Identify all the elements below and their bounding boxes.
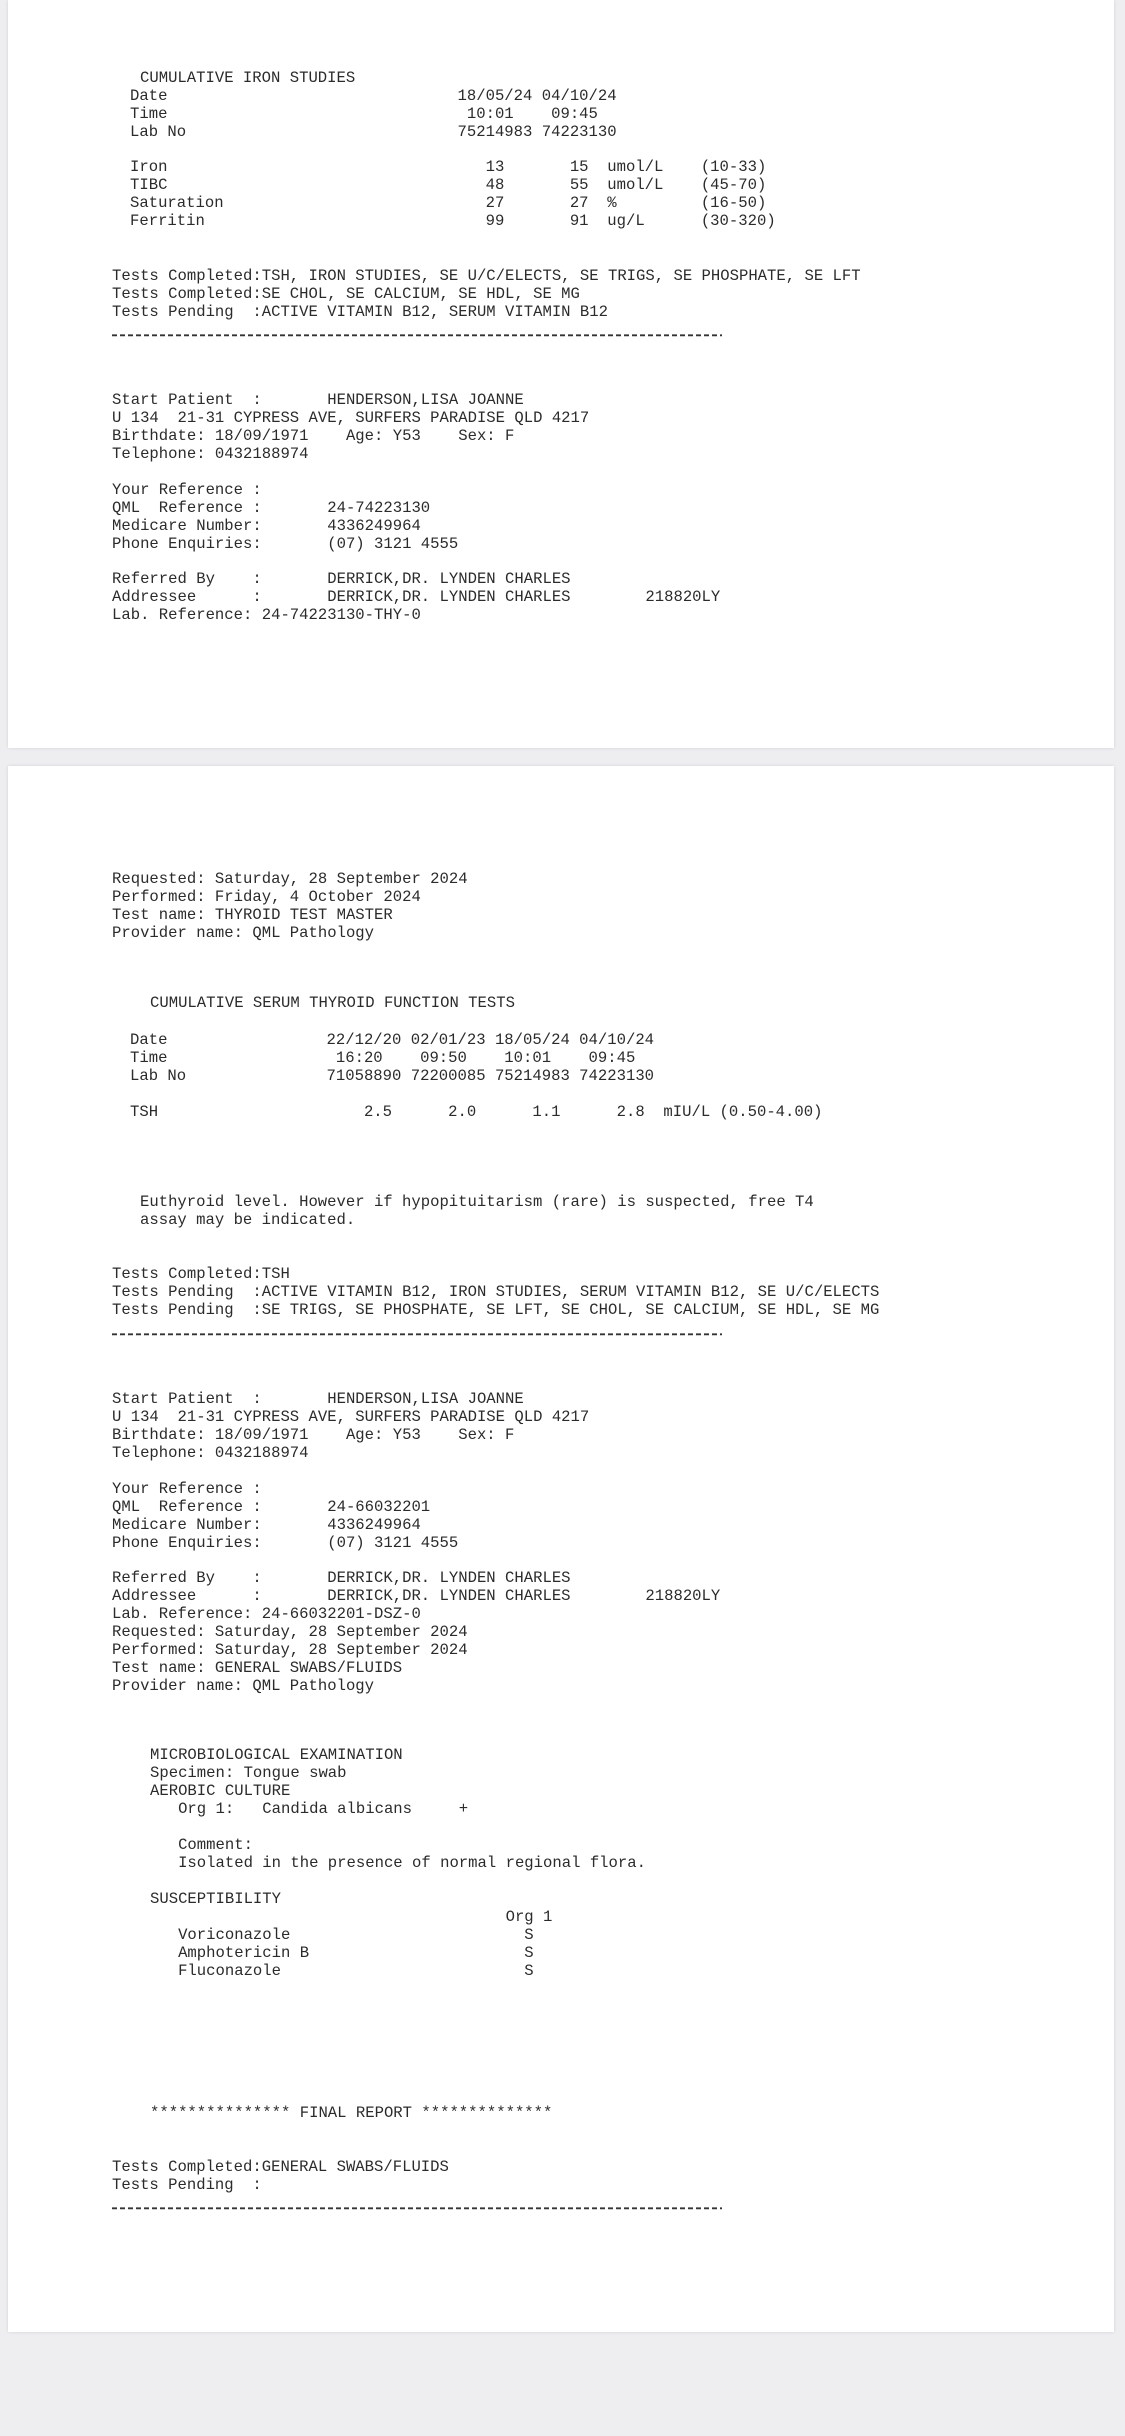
patient-line: Medicare Number: 4336249964 [112,1516,421,1534]
tests-status-line: Tests Pending :ACTIVE VITAMIN B12, IRON STUDIES, SERUM VITAMIN B12, SE U/C/ELECTS [112,1283,880,1301]
patient-line: Birthdate: 18/09/1971 Age: Y53 Sex: F [112,427,515,445]
patient-line: Addressee : DERRICK,DR. LYNDEN CHARLES 218820LY [112,1587,721,1605]
iron-studies-title: CUMULATIVE IRON STUDIES [140,69,356,87]
patient-line: Telephone: 0432188974 [112,445,309,463]
tests-status-line: Tests Completed:TSH, IRON STUDIES, SE U/C/ELECTS, SE TRIGS, SE PHOSPHATE, SE LFT [112,267,861,285]
micro-line: Org 1: Candida albicans + [150,1800,469,1818]
tilde-separator [112,332,722,338]
final-report-banner: *************** FINAL REPORT ************** [150,2104,553,2122]
patient-line: Telephone: 0432188974 [112,1444,309,1462]
report-page-1 [8,0,1114,748]
micro-line: Voriconazole S [150,1926,534,1944]
request-line: Requested: Saturday, 28 September 2024 [112,870,468,888]
patient-line: Your Reference : [112,1480,262,1498]
thyroid-table-row: Time 16:20 09:50 10:01 09:45 [130,1049,636,1067]
request-line: Test name: THYROID TEST MASTER [112,906,393,924]
patient-line: Medicare Number: 4336249964 [112,517,421,535]
patient-line: QML Reference : 24-66032201 [112,1498,431,1516]
thyroid-table-row: Date 22/12/20 02/01/23 18/05/24 04/10/24 [130,1031,655,1049]
thyroid-title: CUMULATIVE SERUM THYROID FUNCTION TESTS [150,994,515,1012]
tests-status-line: Tests Completed:SE CHOL, SE CALCIUM, SE HDL, SE MG [112,285,580,303]
tilde-separator [112,2205,722,2211]
patient-line: Test name: GENERAL SWABS/FLUIDS [112,1659,403,1677]
micro-line: Isolated in the presence of normal regional flora. [150,1854,646,1872]
tests-status-line: Tests Pending :SE TRIGS, SE PHOSPHATE, SE LFT, SE CHOL, SE CALCIUM, SE HDL, SE MG [112,1301,880,1319]
patient-line: Your Reference : [112,481,262,499]
patient-line: Addressee : DERRICK,DR. LYNDEN CHARLES 218820LY [112,588,721,606]
tests-status-line: Tests Pending : [112,2176,262,2194]
patient-line: Phone Enquiries: (07) 3121 4555 [112,535,459,553]
iron-table-row: TIBC 48 55 umol/L (45-70) [130,176,767,194]
request-line: Performed: Friday, 4 October 2024 [112,888,421,906]
patient-line: Birthdate: 18/09/1971 Age: Y53 Sex: F [112,1426,515,1444]
patient-line: Phone Enquiries: (07) 3121 4555 [112,1534,459,1552]
patient-line: Start Patient : HENDERSON,LISA JOANNE [112,1390,524,1408]
patient-line: Lab. Reference: 24-74223130-THY-0 [112,606,421,624]
micro-line: Amphotericin B S [150,1944,534,1962]
comment-line: assay may be indicated. [140,1211,356,1229]
iron-table-row: Ferritin 99 91 ug/L (30-320) [130,212,776,230]
patient-line: Requested: Saturday, 28 September 2024 [112,1623,468,1641]
iron-table-row: Lab No 75214983 74223130 [130,123,617,141]
micro-line: Specimen: Tongue swab [150,1764,347,1782]
patient-line: Referred By : DERRICK,DR. LYNDEN CHARLES [112,1569,571,1587]
micro-line: Fluconazole S [150,1962,534,1980]
iron-table-row: Iron 13 15 umol/L (10-33) [130,158,767,176]
report-page-2 [8,766,1114,2332]
thyroid-table-row: Lab No 71058890 72200085 75214983 74223130 [130,1067,655,1085]
iron-table-row: Date 18/05/24 04/10/24 [130,87,617,105]
micro-line: Org 1 [150,1908,553,1926]
comment-line: Euthyroid level. However if hypopituitarism (rare) is suspected, free T4 [140,1193,814,1211]
thyroid-table-row: TSH 2.5 2.0 1.1 2.8 mIU/L (0.50-4.00) [130,1103,823,1121]
tests-status-line: Tests Completed:GENERAL SWABS/FLUIDS [112,2158,449,2176]
tilde-separator [112,1331,722,1337]
patient-line: Lab. Reference: 24-66032201-DSZ-0 [112,1605,421,1623]
iron-table-row: Saturation 27 27 % (16-50) [130,194,767,212]
patient-line: Start Patient : HENDERSON,LISA JOANNE [112,391,524,409]
tests-status-line: Tests Completed:TSH [112,1265,290,1283]
patient-line: U 134 21-31 CYPRESS AVE, SURFERS PARADISE QLD 4217 [112,409,590,427]
iron-table-row: Time 10:01 09:45 [130,105,598,123]
patient-line: Performed: Saturday, 28 September 2024 [112,1641,468,1659]
patient-line: U 134 21-31 CYPRESS AVE, SURFERS PARADISE QLD 4217 [112,1408,590,1426]
micro-line: AEROBIC CULTURE [150,1782,291,1800]
micro-line: Comment: [150,1836,253,1854]
micro-line: MICROBIOLOGICAL EXAMINATION [150,1746,403,1764]
patient-line: Referred By : DERRICK,DR. LYNDEN CHARLES [112,570,571,588]
patient-line: QML Reference : 24-74223130 [112,499,431,517]
tests-status-line: Tests Pending :ACTIVE VITAMIN B12, SERUM VITAMIN B12 [112,303,608,321]
patient-line: Provider name: QML Pathology [112,1677,375,1695]
request-line: Provider name: QML Pathology [112,924,375,942]
micro-line: SUSCEPTIBILITY [150,1890,282,1908]
